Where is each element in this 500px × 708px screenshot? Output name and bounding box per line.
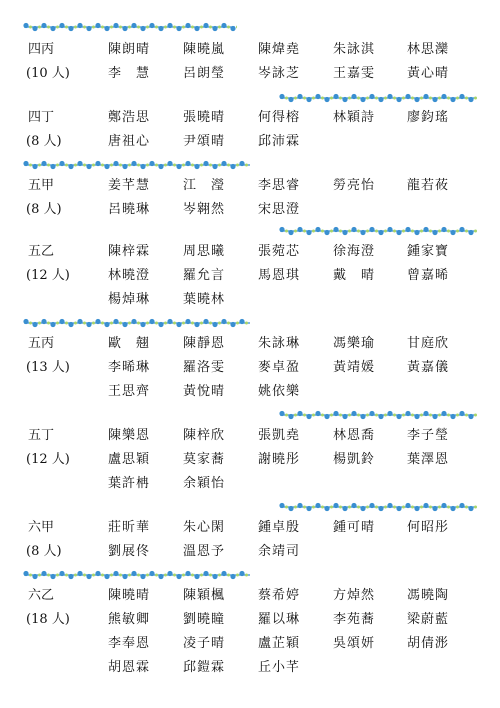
student-name: 鍾卓殷: [258, 520, 301, 535]
student-name: 尹頌晴: [183, 134, 226, 149]
student-name: 何得榕: [258, 110, 301, 125]
student-name: 李 慧: [108, 66, 151, 81]
student-name: 陳曉嵐: [183, 42, 226, 57]
student-name: 廖鈞瑤: [407, 110, 450, 125]
student-name: 莫家蕎: [183, 452, 226, 467]
student-name: 李思睿: [258, 178, 301, 193]
class-name: 五丙: [28, 336, 55, 351]
student-name: 劉曉瞳: [183, 612, 226, 627]
student-name: 呂朗瑩: [183, 66, 226, 81]
student-name: 胡倩浵: [407, 636, 450, 651]
class-count: (8 人): [26, 202, 62, 217]
student-name: 盧思穎: [108, 452, 151, 467]
student-name: 曾嘉晞: [407, 268, 450, 283]
student-name: 陳梓霖: [108, 244, 151, 259]
class-count: (8 人): [26, 544, 62, 559]
student-name: 楊焯琳: [108, 292, 151, 307]
student-name: 陳樂恩: [108, 428, 151, 443]
student-name: 莊昕華: [108, 520, 151, 535]
class-count: (18 人): [26, 612, 70, 627]
student-name: 陳梓欣: [183, 428, 226, 443]
student-name: 吳頌妍: [333, 636, 376, 651]
student-name: 馬恩琪: [258, 268, 301, 283]
student-name: 劉展佟: [108, 544, 151, 559]
student-name: 戴 晴: [333, 268, 376, 283]
class-name: 四丁: [28, 110, 55, 125]
student-name: 李奉恩: [108, 636, 151, 651]
student-name: 勞亮怡: [333, 178, 376, 193]
student-name: 梁蔚藍: [407, 612, 450, 627]
student-name: 唐祖心: [108, 134, 151, 149]
student-name: 張菀芯: [258, 244, 301, 259]
student-name: 陳煒堯: [258, 42, 301, 57]
student-name: 溫恩予: [183, 544, 226, 559]
class-name: 五甲: [28, 178, 55, 193]
floral-divider: [22, 570, 252, 580]
floral-divider: [22, 22, 237, 32]
student-name: 林恩喬: [333, 428, 376, 443]
student-name: 岑翱然: [183, 202, 226, 217]
floral-divider: [278, 502, 478, 512]
student-name: 徐海澄: [333, 244, 376, 259]
student-name: 胡恩霖: [108, 660, 151, 675]
student-name: 丘小芊: [258, 660, 301, 675]
student-name: 岑詠芝: [258, 66, 301, 81]
student-name: 呂曉琳: [108, 202, 151, 217]
student-name: 鍾家寶: [407, 244, 450, 259]
class-name: 六甲: [28, 520, 55, 535]
student-name: 歐 翹: [108, 336, 151, 351]
student-name: 方焯然: [333, 588, 376, 603]
student-name: 羅洛雯: [183, 360, 226, 375]
student-name: 姚依樂: [258, 384, 301, 399]
student-name: 邱鎧霖: [183, 660, 226, 675]
student-name: 周思曦: [183, 244, 226, 259]
class-count: (12 人): [26, 268, 70, 283]
student-name: 陳曉晴: [108, 588, 151, 603]
student-name: 張凱堯: [258, 428, 301, 443]
floral-divider: [22, 160, 252, 170]
student-name: 宋思澄: [258, 202, 301, 217]
student-name: 王嘉雯: [333, 66, 376, 81]
floral-divider: [278, 226, 478, 236]
student-name: 何昭彤: [407, 520, 450, 535]
student-name: 鄭浩思: [108, 110, 151, 125]
student-name: 羅以琳: [258, 612, 301, 627]
student-name: 李苑蕎: [333, 612, 376, 627]
student-name: 盧芷穎: [258, 636, 301, 651]
student-name: 葉曉林: [183, 292, 226, 307]
class-name: 四丙: [28, 42, 55, 57]
class-name: 六乙: [28, 588, 55, 603]
student-name: 羅允言: [183, 268, 226, 283]
student-name: 黃靖媛: [333, 360, 376, 375]
class-name: 五乙: [28, 244, 55, 259]
student-name: 黃心晴: [407, 66, 450, 81]
student-name: 江 瀅: [183, 178, 226, 193]
student-name: 甘庭欣: [407, 336, 450, 351]
student-name: 朱詠琳: [258, 336, 301, 351]
floral-divider: [278, 410, 478, 420]
student-name: 林曉澄: [108, 268, 151, 283]
student-name: 龍若莜: [407, 178, 450, 193]
student-name: 邱沛霖: [258, 134, 301, 149]
student-name: 陳靜恩: [183, 336, 226, 351]
student-name: 姜芊慧: [108, 178, 151, 193]
student-name: 馮曉陶: [407, 588, 450, 603]
student-name: 余穎怡: [183, 476, 226, 491]
student-name: 謝曉彤: [258, 452, 301, 467]
class-count: (10 人): [26, 66, 70, 81]
student-name: 李晞琳: [108, 360, 151, 375]
floral-divider: [22, 318, 252, 328]
student-name: 黃嘉儀: [407, 360, 450, 375]
floral-divider: [278, 93, 478, 103]
class-name: 五丁: [28, 428, 55, 443]
student-name: 馮樂瑜: [333, 336, 376, 351]
student-name: 王思齊: [108, 384, 151, 399]
student-name: 楊凱鈴: [333, 452, 376, 467]
student-name: 熊敏卿: [108, 612, 151, 627]
student-name: 蔡希婷: [258, 588, 301, 603]
class-count: (8 人): [26, 134, 62, 149]
student-name: 麥卓盈: [258, 360, 301, 375]
student-name: 葉許柟: [108, 476, 151, 491]
student-name: 陳穎楓: [183, 588, 226, 603]
student-name: 鍾可晴: [333, 520, 376, 535]
student-name: 凌子晴: [183, 636, 226, 651]
student-name: 林思灤: [407, 42, 450, 57]
student-name: 余靖司: [258, 544, 301, 559]
student-name: 李子瑩: [407, 428, 450, 443]
student-name: 張曉晴: [183, 110, 226, 125]
student-name: 葉澤恩: [407, 452, 450, 467]
student-name: 陳朗晴: [108, 42, 151, 57]
class-count: (13 人): [26, 360, 70, 375]
student-name: 朱心閑: [183, 520, 226, 535]
student-name: 黃悅晴: [183, 384, 226, 399]
student-name: 林穎詩: [333, 110, 376, 125]
class-count: (12 人): [26, 452, 70, 467]
student-name: 朱詠淇: [333, 42, 376, 57]
